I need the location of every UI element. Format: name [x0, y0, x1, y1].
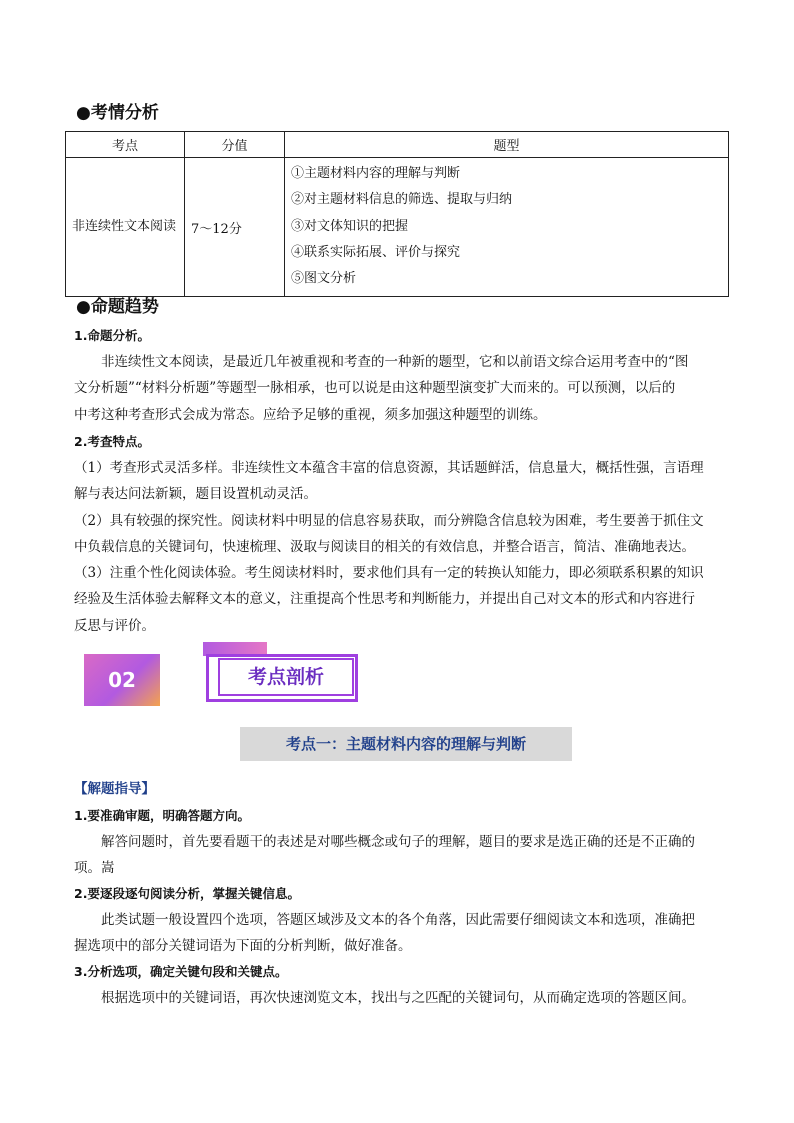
- paragraph-line: 经验及生活体验去解释文本的意义，注重提高个性思考和判断能力，并提出自己对文本的形式和内容进行: [74, 591, 695, 608]
- question-type-item: ②对主题材料信息的筛选、提取与归纳: [291, 192, 513, 208]
- section-heading-exam-analysis: ●考情分析: [76, 103, 159, 123]
- tip-heading-3: 3.分析选项，确定关键句段和关键点。: [74, 964, 288, 979]
- paragraph-line: 此类试题一般设置四个选项，答题区域涉及文本的各个角落，因此需要仔细阅读文本和选项，准确把: [101, 912, 695, 928]
- badge-title: 考点剖析: [218, 658, 354, 696]
- paragraph-line: （1）考查形式灵活多样。非连续性文本蕴含丰富的信息资源，其话题鲜活，信息量大，概括性强，言语理: [74, 460, 704, 476]
- paragraph-features: [74, 455, 734, 639]
- paragraph-line: 根据选项中的关键词语，再次快速浏览文本，找出与之匹配的关键词句，从而确定选项的答题区间。: [101, 990, 695, 1006]
- paragraph-analysis: [74, 349, 734, 428]
- section-badge: [72, 642, 324, 708]
- tip-heading-2: 2.要逐段逐句阅读分析，掌握关键信息。: [74, 886, 300, 901]
- subheading-features: 2.考查特点。: [74, 434, 150, 449]
- kaodian-banner: 考点一：主题材料内容的理解与判断: [240, 727, 572, 761]
- section-heading-trends: ●命题趋势: [76, 297, 159, 317]
- tip-paragraph-2: [74, 907, 734, 960]
- paragraph-line: 文分析题”“材料分析题”等题型一脉相承，也可以说是由这种题型演变扩大而来的。可以预测，以后的: [74, 380, 676, 397]
- tip-heading-1: 1.要准确审题，明确答题方向。: [74, 808, 250, 823]
- table-header-type: 题型: [285, 132, 729, 158]
- table-header-score: 分值: [185, 132, 285, 158]
- paragraph-line: 握选项中的部分关键词语为下面的分析判断，做好准备。: [74, 938, 412, 955]
- question-type-item: ④联系实际拓展、评价与探究: [291, 244, 461, 260]
- tip-paragraph-3: [74, 985, 734, 1011]
- table-row: [66, 158, 729, 297]
- paragraph-line: 解与表达问法新颖，题目设置机动灵活。: [74, 486, 317, 503]
- paragraph-line: （3）注重个性化阅读体验。考生阅读材料时，要求他们具有一定的转换认知能力，即必须联系积累的知识: [74, 565, 704, 582]
- paragraph-line: 项。嵩: [74, 860, 115, 877]
- table-header-topic: 考点: [66, 132, 185, 158]
- paragraph-line: 解答问题时，首先要看题干的表述是对哪些概念或句子的理解，题目的要求是选正确的还是不正确的: [101, 834, 695, 850]
- paragraph-line: （2）具有较强的探究性。阅读材料中明显的信息容易获取，而分辨隐含信息较为困难，考生要善于抓住文: [74, 512, 704, 529]
- table-cell-topic: 非连续性文本阅读: [66, 158, 185, 297]
- exam-analysis-table: [65, 131, 729, 297]
- tip-paragraph-1: [74, 829, 734, 882]
- paragraph-line: 中考这种考查形式会成为常态。应给予足够的重视，须多加强这种题型的训练。: [74, 406, 547, 423]
- subheading-analysis: 1.命题分析。: [74, 328, 150, 343]
- paragraph-line: 反思与评价。: [74, 617, 155, 634]
- paragraph-line: 非连续性文本阅读，是最近几年被重视和考查的一种新的题型，它和以前语文综合运用考查中的“图: [101, 354, 689, 370]
- table-cell-score: 7～12分: [185, 158, 285, 297]
- table-cell-types: [285, 158, 729, 297]
- question-type-item: ①主题材料内容的理解与判断: [291, 166, 461, 181]
- badge-number: 02: [84, 654, 160, 706]
- question-type-item: ③对文体知识的把握: [291, 218, 409, 234]
- guide-label: 【解题指导】: [74, 781, 155, 797]
- question-type-item: ⑤图文分析: [291, 271, 357, 287]
- table-header-row: [66, 132, 729, 158]
- paragraph-line: 中负载信息的关键词句，快速梳理、汲取与阅读目的相关的有效信息，并整合语言，简洁、准确地表达。: [74, 538, 695, 555]
